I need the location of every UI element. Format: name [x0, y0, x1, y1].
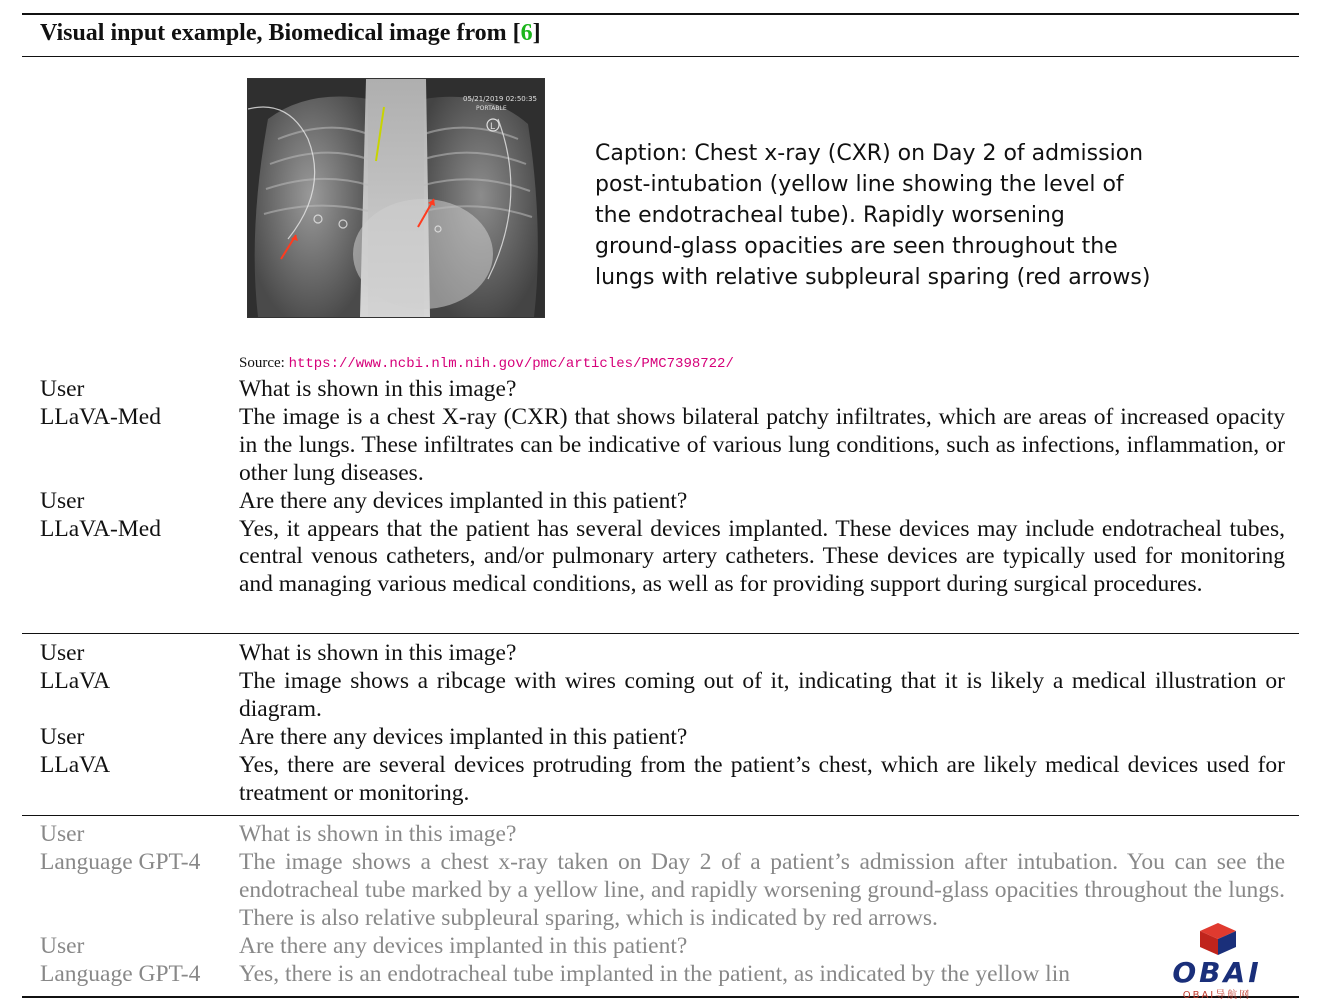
figure-title-text: Visual input example, Biomedical image from [: [40, 20, 521, 46]
message-text: The image shows a chest x-ray taken on Day 2 of a patient’s admission after intubation. You can see the endotracheal tube marked by a yellow line, and rapidly worsening ground-glass opacities throughout the lungs. There is also relative subpleural sparing, which is indicated by red arrows.: [239, 848, 1285, 931]
conversation-turn: [40, 933, 1285, 961]
conversation-turn: [40, 376, 1285, 404]
watermark-logo: [1168, 922, 1268, 1000]
speaker-label: LLaVA: [40, 667, 111, 694]
logo-wordmark: OBAI: [1172, 956, 1262, 989]
message-text: Are there any devices implanted in this patient?: [239, 932, 688, 959]
message-text: What is shown in this image?: [239, 376, 517, 402]
header-rule: [22, 56, 1299, 57]
source-label: Source:: [239, 355, 285, 371]
image-caption: Caption: Chest x-ray (CXR) on Day 2 of admission post-intubation (yellow line showing the level of the endotracheal tube). Rapidly worsening ground-glass opacities are seen throughout the lungs with relative subpleural sparing (red arrows): [595, 141, 1151, 290]
citation-link[interactable]: 6: [520, 20, 533, 46]
speaker-label: User: [40, 487, 85, 514]
source-line: [239, 355, 734, 372]
message-text: Yes, there are several devices protruding from the patient’s chest, which are likely medical devices used for treatment or monitoring.: [239, 751, 1285, 806]
message-text: Are there any devices implanted in this patient?: [239, 487, 688, 514]
top-rule: [22, 13, 1299, 15]
xray-timestamp: 05/21/2019 02:50:35: [463, 95, 538, 103]
logo-subtitle: OBAI导航网: [1182, 990, 1252, 1001]
conversation-turn: [40, 640, 1285, 668]
conversation-turn: [40, 488, 1285, 516]
speaker-label: User: [40, 376, 85, 402]
speaker-label: LLaVA: [40, 751, 111, 778]
xray-side-marker: L: [490, 122, 496, 132]
conversation-turn: [40, 724, 1285, 752]
llava-conversation: [40, 640, 1285, 807]
conversation-turn: [40, 668, 1285, 724]
message-text: The image shows a ribcage with wires coming out of it, indicating that it is likely a medical illustration or diagram.: [239, 667, 1285, 722]
conversation-turn: [40, 752, 1285, 808]
speaker-label: User: [40, 723, 85, 750]
section-divider-1: [22, 633, 1299, 634]
message-text: What is shown in this image?: [239, 821, 517, 847]
chest-xray-image: [247, 78, 545, 318]
figure-title: [40, 20, 541, 47]
cube-logo-icon: [1198, 922, 1238, 956]
figure-title-close: ]: [532, 20, 541, 46]
conversation-turn: [40, 849, 1285, 933]
speaker-label: Language GPT-4: [40, 848, 201, 875]
message-text: Yes, it appears that the patient has several devices implanted. These devices may include endotracheal tubes, central venous catheters, and/or pulmonary artery catheters. These devices are typically used for monitoring and managing various medical conditions, as well as for providing support during surgical procedures.: [239, 515, 1285, 598]
llava-med-conversation: [40, 376, 1285, 599]
xray-portable-label: PORTABLE: [476, 105, 507, 112]
bottom-rule: [22, 996, 1299, 998]
source-url-link[interactable]: https://www.ncbi.nlm.nih.gov/pmc/articles/PMC7398722/: [288, 356, 734, 372]
speaker-label: LLaVA-Med: [40, 515, 161, 542]
message-text: Are there any devices implanted in this patient?: [239, 723, 688, 750]
conversation-turn: [40, 516, 1285, 600]
speaker-label: User: [40, 932, 85, 959]
speaker-label: User: [40, 821, 85, 847]
speaker-label: LLaVA-Med: [40, 403, 161, 430]
message-text: What is shown in this image?: [239, 640, 517, 666]
conversation-turn: [40, 821, 1285, 849]
message-text: The image is a chest X-ray (CXR) that shows bilateral patchy infiltrates, which are areas of increased opacity in the lungs. These infiltrates can be indicative of various lung conditions, such as infections, inflammation, or other lung diseases.: [239, 403, 1285, 486]
conversation-turn: [40, 961, 1285, 989]
gpt4-conversation: [40, 821, 1285, 988]
speaker-label: User: [40, 640, 85, 666]
speaker-label: Language GPT-4: [40, 960, 201, 987]
conversation-turn: [40, 404, 1285, 488]
message-text: Yes, there is an endotracheal tube implanted in the patient, as indicated by the yellow lin: [239, 960, 1070, 987]
section-divider-2: [22, 815, 1299, 816]
